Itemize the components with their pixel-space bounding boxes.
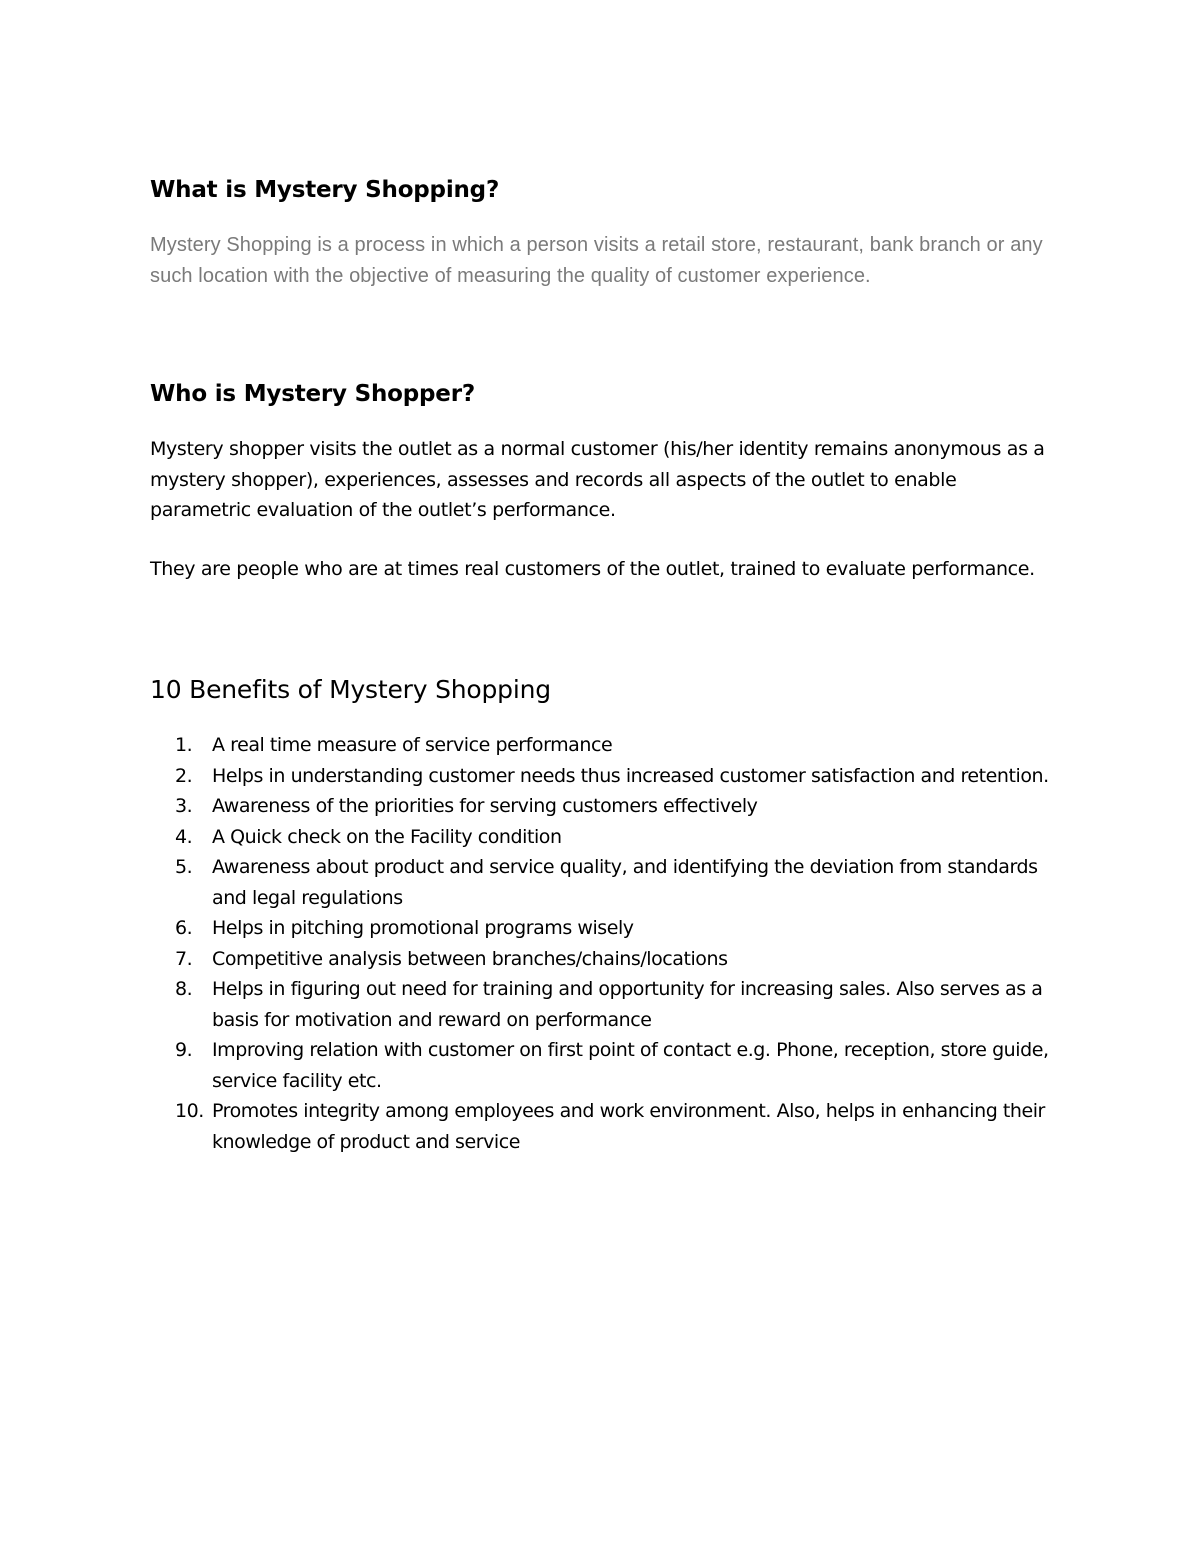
list-item <box>150 1035 1050 1096</box>
list-item <box>150 1096 1050 1157</box>
list-item-text: A Quick check on the Facility condition <box>212 825 562 848</box>
list-item-number: 5. <box>175 856 193 878</box>
list-item <box>150 761 1050 792</box>
list-item-text: A real time measure of service performance <box>212 734 613 756</box>
list-item-number: 3. <box>175 795 193 817</box>
paragraph-mystery-shopping-definition: Mystery Shopping is a process in which a person visits a retail store, restaurant, bank branch or any such location with the objective of measuring the quality of customer experience. <box>150 234 1043 287</box>
list-item-text: Competitive analysis between branches/chains/locations <box>212 947 728 970</box>
list-item <box>150 822 1050 853</box>
document-content <box>150 172 1050 1157</box>
list-item-number: 8. <box>175 978 193 1000</box>
list-item-number: 9. <box>175 1039 193 1061</box>
list-item-text: Awareness of the priorities for serving customers effectively <box>212 795 758 817</box>
list-item-number: 1. <box>175 734 193 756</box>
list-item-number: 10. <box>175 1100 204 1122</box>
paragraph-mystery-shopper-description: Mystery shopper visits the outlet as a normal customer (his/her identity remains anonymous as a mystery shopper), experiences, assesses and records all aspects of the outlet to enable parametric evaluation of the outlet’s performance. <box>150 438 1045 521</box>
list-item-number: 2. <box>175 764 193 787</box>
list-item-text: Awareness about product and service quality, and identifying the deviation from standards and legal regulations <box>212 856 1038 909</box>
list-item <box>150 791 1050 822</box>
list-item <box>150 730 1050 761</box>
heading-what-is-mystery-shopping: What is Mystery Shopping? <box>150 177 500 203</box>
list-item-number: 4. <box>175 825 193 848</box>
list-item-number: 7. <box>175 947 193 970</box>
paragraph-mystery-shopper-who: They are people who are at times real customers of the outlet, trained to evaluate performance. <box>150 557 1035 580</box>
list-item <box>150 974 1050 1035</box>
list-item <box>150 944 1050 975</box>
list-item-number: 6. <box>175 917 193 939</box>
benefits-list <box>150 730 1050 1157</box>
list-item-text: Helps in pitching promotional programs wisely <box>212 917 634 939</box>
heading-who-is-mystery-shopper: Who is Mystery Shopper? <box>150 381 475 407</box>
list-item <box>150 913 1050 944</box>
list-item <box>150 852 1050 913</box>
list-item-text: Promotes integrity among employees and work environment. Also, helps in enhancing their knowledge of product and service <box>212 1100 1045 1153</box>
list-item-text: Helps in understanding customer needs thus increased customer satisfaction and retention. <box>212 764 1049 787</box>
list-item-text: Helps in figuring out need for training and opportunity for increasing sales. Also serves as a basis for motivation and reward on performance <box>212 978 1043 1031</box>
list-item-text: Improving relation with customer on first point of contact e.g. Phone, reception, store guide, service facility etc. <box>212 1039 1049 1092</box>
heading-benefits: 10 Benefits of Mystery Shopping <box>150 675 551 704</box>
